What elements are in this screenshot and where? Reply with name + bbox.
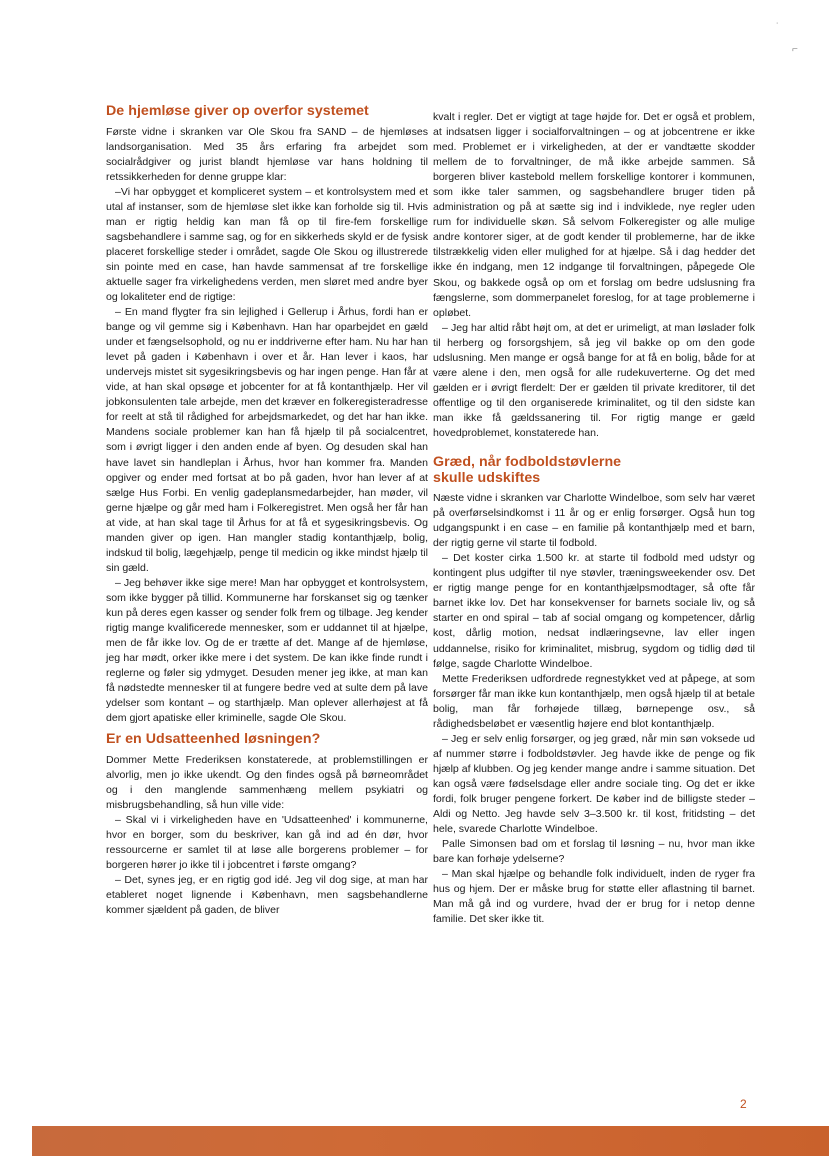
paragraph: kvalt i regler. Det er vigtigt at tage højde for. Det er også et problem, at indsatsen ligger i socialforvaltningen – og at jobcentrene er ikke med. Problemet er i virkeligheden, at der er vandtætte skodder mellem de to forvaltninger, de må ikke arbejde sammen. Så borgeren bliver kastebold mellem forskellige kontorer i kommunen, som ikke taler sammen, og sagsbehandlere bruger tiden på administration og på at sætte sig ind i indviklede, nye regler uden rum for individuelle skøn. Så selvom Folkeregister og alle mulige andre kontorer siger, at de godt kender til problemerne, har de ikke tilstrækkelig viden eller mulighed for at hjælpe. Så i dag hedder det ikke én indgang, men 12 indgange til forvaltningen, påpegede Ole Skou, og bakkede også op om et forslag om bedre udslusning fra fængslerne, som dommerpanelet foreslog, for at tage problemerne i opløbet. [433,111,755,319]
heading-udsatteenhed: Er en Udsatteenhed løsningen? [106,731,321,748]
paragraph: –Vi har opbygget et kompliceret system – et kontrolsystem med et utal af instanser, som de hjemløse slet ikke kan forholde sig til. Hvis man er rigtig heldig kan man få op til fire-fem forskellige sagsbehandlere i samme sag, og for en sikkerheds skyld er de fysisk placeret forskellige steder i området, sagde Ole Skou og illustrerede sin pointe med en case, han havde sammensat af tre forskellige aktuelle sager fra virkelighedens verden, men sløret med andre byer og lokaliteter end de rigtige: [106,185,428,304]
paragraph: – En mand flygter fra sin lejlighed i Gellerup i Århus, fordi han er bange og vil gemme sig i København. Han har oparbejdet en gæld under et fængselsophold, og nu er inddriverne efter ham. Nu har han levet på gaden i København i over et år. Han lever i kaos, har undervejs mistet sit sygesikringsbevis og har ingen penge. Han får at vide, at han skal opsøge et jobcenter for at få kontanthjælp. Her vil jobkonsulenten tale arbejde, men det kræver en folkeregisteradresse for reelt at stå til rådighed for arbejdsmarkedet, og det har han ikke. Mandens sociale problemer kan han få hjælp til på socialcentret, som i øvrigt ligger i den anden ende af byen. Og desuden skal han have lavet sin handleplan i Århus, hvor han kommer fra. Manden opgiver og ender med fortsat at bo på gaden, hvor han lever af at sælge Hus Forbi. En venlig gadeplansmedarbejder, han møder, vil gerne hjælpe og går med ham i Folkeregistret. Men også her får han at vide, at han skal tage til Århus for at få et sygesikringsbevis. Og manden giver op igen. Han mangler stadig kontanthjælp, bolig, indskud til bolig, lægehjælp, penge til medicin og ikke mindst hjælp til sin gæld. [106,306,428,574]
page-number: 2 [740,1097,747,1111]
paragraph: – Jeg har altid råbt højt om, at det er urimeligt, at man løslader folk til herberg og forsorgshjem, så jeg vil bakke op om den gode udslusning. Men mange er også bange for at få en bolig, både for at være alene i den, men også for alle rudekuverterne. Og det med gælden er i øvrigt flerdelt: Der er gælden til private kreditorer, til det offentlige og til den organiserede kriminalitet, og til den sidste kan man ikke få gældssanering til. For rigtig mange er gæld hovedproblemet, konstaterede han. [433,321,755,439]
heading-homeless: De hjemløse giver op overfor systemet [106,103,369,119]
paragraph: Mette Frederiksen udfordrede regnestykket ved at påpege, at som forsørger får man ikke kun kontanthjælp, men også hjælp til at betale bolig, man får forhøjede tillæg, børnepenge osv., så rådighedsbeløbet er væsentlig højere end blot kontanthjælp. [433,672,755,730]
paragraph: – Skal vi i virkeligheden have en 'Udsatteenhed' i kommunerne, hvor en borger, som du beskriver, kan gå ind ad én dør, hvor ressourcerne er samlet til at løse alle borgerens problemer – for borgeren hører jo ikke til i jobcentret i første omgang? [106,814,428,872]
paragraph: Næste vidne i skranken var Charlotte Windelboe, som selv har været på overførselsindkomst i 11 år og er enlig forsørger. Også hun tog udgangspunkt i en case – en familie på kontanthjælp med et barn, der rigtig gerne vil starte til fodbold. [433,492,755,550]
left-column [106,104,428,918]
scan-mark-right: ⌐ [792,44,798,55]
paragraph: Første vidne i skranken var Ole Skou fra SAND – de hjemløses landsorganisation. Med 35 års erfaring fra arbejdet som socialrådgiver og jurist blandt hjemløse var hans holdning til retssikkerheden for denne gruppe klar: [106,125,428,183]
paragraph: – Man skal hjælpe og behandle folk individuelt, inden de ryger fra hus og hjem. Der er måske brug for støtte eller aflastning til barnet. Man må gå ind og vurdere, hvad der er brug for i netop denne familie. Det sker ikke tit. [433,868,755,926]
scan-mark-top: ˙ [776,22,780,33]
paragraph: Palle Simonsen bad om et forslag til løsning – nu, hvor man ikke bare kan forhøje ydelserne? [433,838,755,866]
paragraph: – Det koster cirka 1.500 kr. at starte til fodbold med udstyr og kontingent plus udgifter til nye støvler, træningsweekender osv. Det er rigtig mange penge for en kontanthjælpsmodtager, så ofte får barnet ikke lov. Det har konsekvenser for barnets sociale liv, og så starter en ond spiral – tab af social omgang og kompetencer, dårlig kost, dårlig motion, nedsat indlæringsevne, lav eller ingen uddannelse, risiko for kriminalitet, misbrug, sygdom og tidlig død til følge, sagde Charlotte Windelboe. [433,552,755,670]
footer-bar [32,1126,829,1156]
heading-line: Græd, når fodboldstøvlerne [433,454,622,471]
paragraph: – Det, synes jeg, er en rigtig god idé. Jeg vil dog sige, at man har etableret noget lignende i København, men sagsbehandlerne kommer sjældent på gaden, de bliver [106,874,428,917]
paragraph: – Jeg er selv enlig forsørger, og jeg græd, når min søn voksede ud af nummer større i fodboldstøvler. Jeg havde ikke de penge og fik hjælp af klubben. Og jeg kender mange andre i samme situation. Det kan også være fødselsdage eller andre sociale ting. Og det er ikke fordi, folk bruger pengene forkert. De køber ind de billigste steder – Aldi og Netto. Jeg havde selv 3–3.500 kr. til kost, fritidsting – det hele, svarede Charlotte Windelboe. [433,732,755,836]
heading-football-boots [433,455,755,486]
paragraph: Dommer Mette Frederiksen konstaterede, at problemstillingen er alvorlig, men jo ikke ukendt. Og den findes også på børneområdet og i den manglende sammenhæng mellem psykiatri og misbrugsbehandling, så hun ville vide: [106,753,428,812]
paragraph: – Jeg behøver ikke sige mere! Man har opbygget et kontrolsystem, som ikke bygger på tillid. Kommunerne har forskanset sig og tænker kun på deres egen kasser og sender folk frem og tilbage. Jeg kender rigtig mange kvalificerede mennesker, som er uddannet til at hjælpe, men de får ikke lov. Og de er trætte af det. Mange af de hjemløse, jeg har mødt, orker ikke mere i det system. De kan ikke finde rundt i reglerne og føler sig ydmyget. Desuden mener jeg ikke, at man kan få nødstedte mennesker til at fungere bedre ved at sulte dem på lave ydelser som kontant – og starthjælp. Man oplever allerhøjest at få dem gjort apatiske eller kriminelle, sagde Ole Skou. [106,576,428,725]
right-column [433,110,755,927]
heading-line: skulle udskiftes [433,469,541,486]
